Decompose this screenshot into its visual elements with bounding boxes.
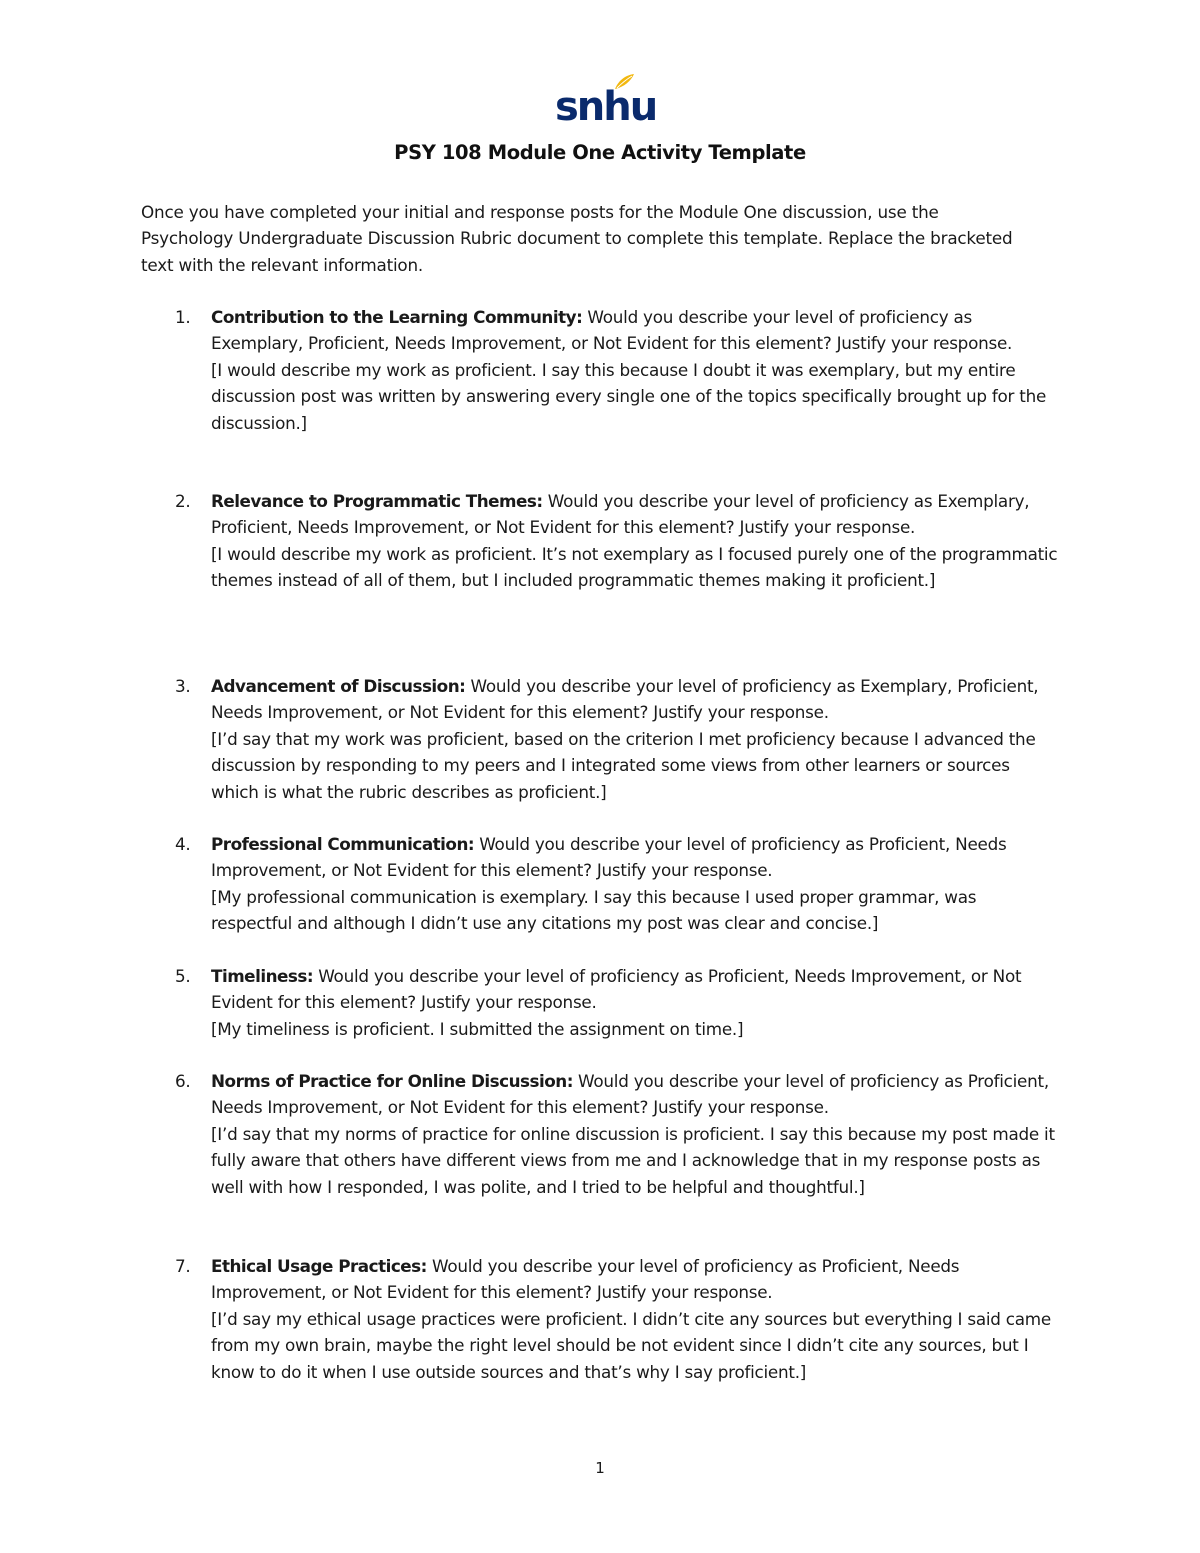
item-question: Would you describe your level of proficiency as Exemplary, Proficient, Needs Improvement, or Not Evident for this element? Justify your response. [211, 676, 1039, 723]
item-number: 3. [175, 676, 191, 696]
list-item [175, 1068, 1061, 1200]
item-question: Would you describe your level of proficiency as Exemplary, Proficient, Needs Improvement, or Not Evident for this element? Justify your response. [211, 307, 1013, 354]
item-number: 4. [175, 834, 191, 854]
item-answer: [I would describe my work as proficient. I say this because I doubt it was exemplary, but my entire discussion post was written by answering every single one of the topics specifically brought up for the discussion.] [211, 359, 1047, 433]
item-answer: [I’d say my ethical usage practices were proficient. I didn’t cite any sources but everything I said came from my own brain, maybe the right level should be not evident since I didn’t cite any sources, but I know to do it when I use outside sources and that’s why I say proficient.] [211, 1308, 1051, 1382]
item-question: Would you describe your level of proficiency as Proficient, Needs Improvement, or Not Evident for this element? Justify your response. [211, 966, 1022, 1013]
logo-wordmark: snhu [555, 84, 657, 130]
item-number: 6. [175, 1071, 191, 1091]
item-heading: Timeliness: [211, 966, 314, 986]
list-item [175, 831, 1061, 937]
item-heading: Professional Communication: [211, 834, 475, 854]
page-number: 1 [595, 1459, 605, 1477]
list-item [175, 673, 1061, 805]
item-answer: [My professional communication is exemplary. I say this because I used proper grammar, was respectful and although I didn’t use any citations my post was clear and concise.] [211, 886, 977, 934]
list-item [175, 963, 1061, 1042]
intro-paragraph: Once you have completed your initial and response posts for the Module One discussion, use the Psychology Undergraduate Discussion Rubric document to complete this template. Replace the bracketed text with the relevant information. [141, 202, 1013, 275]
item-number: 5. [175, 966, 191, 986]
list-item [175, 1253, 1061, 1385]
item-question: Would you describe your level of proficiency as Exemplary, Proficient, Needs Improvement, or Not Evident for this element? Justify your response. [211, 491, 1030, 538]
item-number: 2. [175, 491, 191, 511]
snhu-logo [553, 70, 657, 132]
item-answer: [I’d say that my norms of practice for online discussion is proficient. I say this because my post made it fully aware that others have different views from me and I acknowledge that in my response posts as well with how I responded, I was polite, and I tried to be helpful and thoughtful.] [211, 1123, 1055, 1197]
list-item [175, 488, 1061, 594]
item-answer: [I would describe my work as proficient. It’s not exemplary as I focused purely one of the programmatic themes instead of all of them, but I included programmatic themes making it proficient.] [211, 543, 1058, 591]
item-question: Would you describe your level of proficiency as Proficient, Needs Improvement, or Not Evident for this element? Justify your response. [211, 1256, 960, 1303]
page-title: PSY 108 Module One Activity Template [394, 141, 806, 164]
item-heading: Relevance to Programmatic Themes: [211, 491, 543, 511]
list-item [175, 304, 1061, 436]
item-heading: Contribution to the Learning Community: [211, 307, 583, 327]
item-answer: [My timeliness is proficient. I submitted the assignment on time.] [211, 1018, 744, 1039]
item-question: Would you describe your level of proficiency as Proficient, Needs Improvement, or Not Evident for this element? Justify your response. [211, 1071, 1049, 1118]
item-number: 1. [175, 307, 191, 327]
item-heading: Advancement of Discussion: [211, 676, 466, 696]
item-heading: Ethical Usage Practices: [211, 1256, 427, 1276]
item-heading: Norms of Practice for Online Discussion: [211, 1071, 573, 1091]
item-question: Would you describe your level of proficiency as Proficient, Needs Improvement, or Not Evident for this element? Justify your response. [211, 834, 1007, 881]
item-answer: [I’d say that my work was proficient, based on the criterion I met proficiency because I advanced the discussion by responding to my peers and I integrated some views from other learners or sources which is what the rubric describes as proficient.] [211, 728, 1036, 802]
item-number: 7. [175, 1256, 191, 1276]
